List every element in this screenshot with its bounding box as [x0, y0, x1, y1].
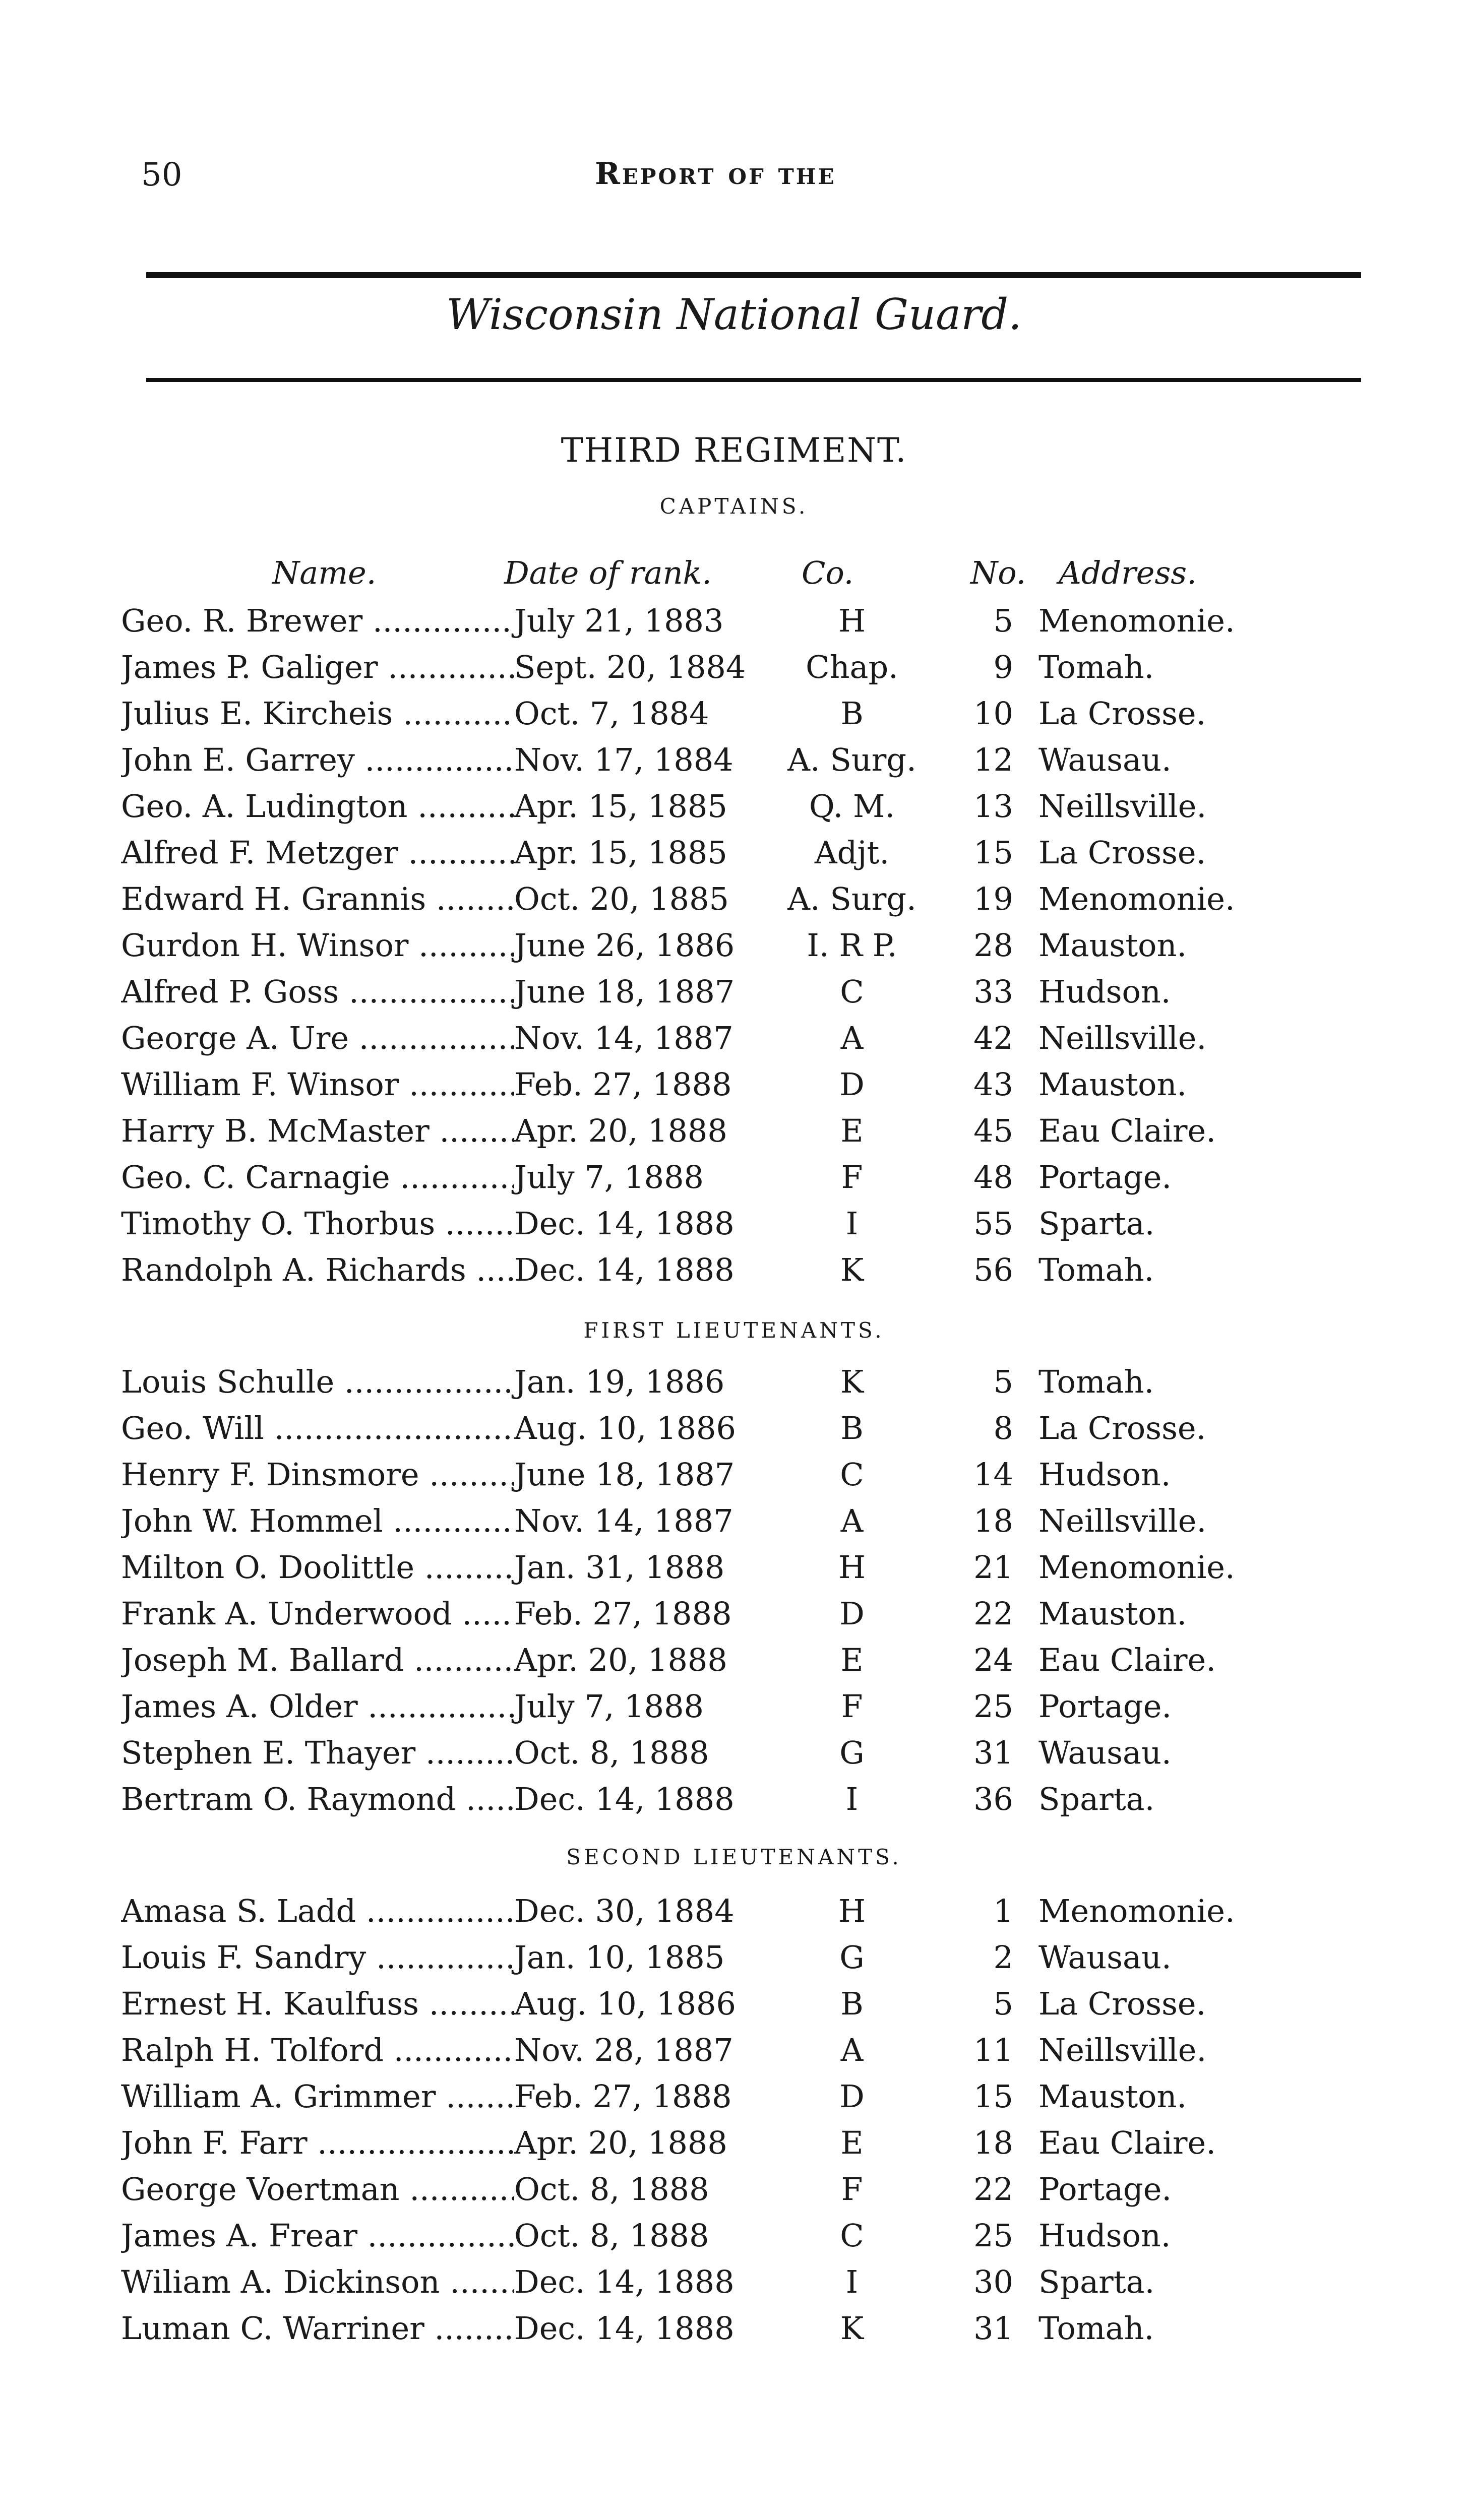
rank-number: 31 [973, 2310, 1013, 2347]
address: Wausau. [1038, 1939, 1172, 1976]
section-heading: SECOND LIEUTENANTS. [566, 1845, 902, 1869]
roster-row [0, 973, 1468, 1020]
officer-name: Geo. R. Brewer ..... [121, 602, 514, 639]
roster-row [0, 1410, 1468, 1456]
rank-number: 28 [973, 927, 1013, 964]
rank-number: 18 [973, 1502, 1013, 1539]
rank-date: Dec. 14, 1888 [514, 2263, 735, 2300]
company: C [840, 973, 864, 1010]
company: I. R P. [807, 927, 897, 964]
address: Hudson. [1038, 1456, 1171, 1493]
roster-row [0, 695, 1468, 741]
officer-name: Bertram O. Raymond ..... [121, 1781, 514, 1817]
company: A. Surg. [787, 741, 916, 778]
company: I [845, 1205, 859, 1242]
address: Hudson. [1038, 2217, 1171, 2254]
rank-number: 5 [993, 1363, 1013, 1400]
company: A [840, 2032, 864, 2068]
company: E [840, 2124, 864, 2161]
rank-date: Apr. 15, 1885 [514, 834, 727, 871]
company: H [838, 1893, 866, 1929]
column-header-name: Name. [272, 554, 377, 591]
company: B [840, 695, 864, 732]
rank-date: Aug. 10, 1886 [514, 1985, 736, 2022]
regiment-heading: THIRD REGIMENT. [561, 431, 907, 470]
rank-number: 19 [973, 880, 1013, 917]
company: C [840, 1456, 864, 1493]
address: Tomah. [1038, 1251, 1154, 1288]
company: F [841, 2171, 863, 2208]
page-number: 50 [141, 156, 182, 194]
column-header-date: Date of rank. [504, 554, 712, 591]
address: Mauston. [1038, 2078, 1187, 2115]
roster-row [0, 1688, 1468, 1734]
officer-name: Ralph H. Tolford ..... [121, 2032, 514, 2068]
roster-row [0, 927, 1468, 973]
rank-date: Nov. 14, 1887 [514, 1502, 733, 1539]
roster-row [0, 2310, 1468, 2356]
company: B [840, 1410, 864, 1446]
officer-name: Louis Schulle ..... [121, 1363, 514, 1400]
officer-name: Stephen E. Thayer ..... [121, 1734, 514, 1771]
address: Menomonie. [1038, 1549, 1235, 1586]
company: C [840, 2217, 864, 2254]
address: Mauston. [1038, 1595, 1187, 1632]
page-subtitle: Wisconsin National Guard. [446, 290, 1022, 339]
rank-number: 55 [973, 1205, 1013, 1242]
address: Neillsville. [1038, 1502, 1207, 1539]
roster-row [0, 1893, 1468, 1939]
rank-date: Oct. 8, 1888 [514, 1734, 709, 1771]
address: Eau Claire. [1038, 1642, 1216, 1678]
roster-row [0, 649, 1468, 695]
roster-row [0, 1251, 1468, 1298]
address: Tomah. [1038, 1363, 1154, 1400]
address: Portage. [1038, 1159, 1172, 1195]
roster-row [0, 1205, 1468, 1251]
company: G [839, 1734, 865, 1771]
company: D [839, 1066, 865, 1103]
officer-name: John E. Garrey ..... [121, 741, 514, 778]
roster-row [0, 1781, 1468, 1827]
address: Wausau. [1038, 1734, 1172, 1771]
company: D [839, 1595, 865, 1632]
rank-date: Nov. 14, 1887 [514, 1020, 733, 1056]
company: F [841, 1688, 863, 1725]
rank-number: 5 [993, 602, 1013, 639]
roster-row [0, 788, 1468, 834]
rank-number: 2 [993, 1939, 1013, 1976]
rank-number: 14 [973, 1456, 1013, 1493]
rank-date: Jan. 10, 1885 [514, 1939, 725, 1976]
officer-name: John W. Hommel ..... [121, 1502, 514, 1539]
officer-name: George A. Ure ..... [121, 1020, 514, 1056]
rank-date: Dec. 14, 1888 [514, 1781, 735, 1817]
column-header-no: No. [970, 554, 1026, 591]
top-rule [146, 272, 1361, 278]
roster-row [0, 2171, 1468, 2217]
roster-row [0, 1456, 1468, 1502]
officer-name: James P. Galiger ..... [121, 649, 514, 685]
officer-name: James A. Older ..... [121, 1688, 514, 1725]
address: Hudson. [1038, 973, 1171, 1010]
rank-number: 15 [973, 2078, 1013, 2115]
officer-name: Frank A. Underwood ..... [121, 1595, 514, 1632]
roster-row [0, 2032, 1468, 2078]
address: Eau Claire. [1038, 2124, 1216, 2161]
company: Chap. [806, 649, 898, 685]
company: Adjt. [814, 834, 890, 871]
officer-name: Harry B. McMaster ..... [121, 1112, 514, 1149]
address: La Crosse. [1038, 1985, 1206, 2022]
company: A [840, 1502, 864, 1539]
roster-row [0, 834, 1468, 880]
address: Neillsville. [1038, 2032, 1207, 2068]
address: Sparta. [1038, 1781, 1155, 1817]
address: Mauston. [1038, 1066, 1187, 1103]
officer-name: Alfred F. Metzger ..... [121, 834, 514, 871]
address: Portage. [1038, 2171, 1172, 2208]
roster-row [0, 1066, 1468, 1112]
rank-date: Oct. 7, 1884 [514, 695, 709, 732]
company: A [840, 1020, 864, 1056]
rank-number: 11 [973, 2032, 1013, 2068]
rank-number: 36 [973, 1781, 1013, 1817]
company: A. Surg. [787, 880, 916, 917]
rank-number: 24 [973, 1642, 1013, 1678]
rank-date: Aug. 10, 1886 [514, 1410, 736, 1446]
roster-row [0, 1020, 1468, 1066]
roster-row [0, 602, 1468, 649]
rank-number: 12 [973, 741, 1013, 778]
running-head: Report of the [595, 156, 836, 192]
column-headers [0, 554, 1468, 595]
rank-date: Nov. 28, 1887 [514, 2032, 733, 2068]
company: D [839, 2078, 865, 2115]
rank-number: 31 [973, 1734, 1013, 1771]
officer-name: Gurdon H. Winsor ..... [121, 927, 514, 964]
rank-number: 10 [973, 695, 1013, 732]
roster-row [0, 2217, 1468, 2263]
rank-date: Apr. 20, 1888 [514, 2124, 727, 2161]
address: La Crosse. [1038, 695, 1206, 732]
rank-date: Feb. 27, 1888 [514, 1066, 732, 1103]
officer-name: Geo. A. Ludington ..... [121, 788, 514, 825]
rank-number: 22 [973, 2171, 1013, 2208]
company: K [840, 1363, 864, 1400]
company: I [845, 2263, 859, 2300]
roster-row [0, 2124, 1468, 2171]
rank-date: Jan. 31, 1888 [514, 1549, 725, 1586]
address: Tomah. [1038, 649, 1154, 685]
rank-date: Dec. 30, 1884 [514, 1893, 735, 1929]
officer-name: James A. Frear ..... [121, 2217, 514, 2254]
rank-date: July 7, 1888 [514, 1688, 704, 1725]
officer-name: Wiliam A. Dickinson ..... [121, 2263, 514, 2300]
rank-number: 25 [973, 2217, 1013, 2254]
rank-number: 30 [973, 2263, 1013, 2300]
roster-row [0, 1985, 1468, 2032]
address: Menomonie. [1038, 1893, 1235, 1929]
rank-date: Oct. 8, 1888 [514, 2171, 709, 2208]
company: E [840, 1642, 864, 1678]
officer-name: Julius E. Kircheis ..... [121, 695, 514, 732]
rank-number: 1 [993, 1893, 1013, 1929]
rank-date: July 7, 1888 [514, 1159, 704, 1195]
bottom-rule [146, 378, 1361, 382]
rank-number: 48 [973, 1159, 1013, 1195]
roster-row [0, 1642, 1468, 1688]
roster-row [0, 1159, 1468, 1205]
rank-date: Oct. 20, 1885 [514, 880, 729, 917]
rank-date: July 21, 1883 [514, 602, 724, 639]
column-header-address: Address. [1059, 554, 1197, 591]
address: Sparta. [1038, 1205, 1155, 1242]
company: G [839, 1939, 865, 1976]
officer-name: Geo. C. Carnagie ..... [121, 1159, 514, 1195]
address: Neillsville. [1038, 788, 1207, 825]
officer-name: Milton O. Doolittle ..... [121, 1549, 514, 1586]
rank-date: Dec. 14, 1888 [514, 2310, 735, 2347]
company: Q. M. [809, 788, 895, 825]
rank-number: 13 [973, 788, 1013, 825]
officer-name: Edward H. Grannis ..... [121, 880, 514, 917]
officer-name: Ernest H. Kaulfuss ..... [121, 1985, 514, 2022]
company: H [838, 1549, 866, 1586]
rank-date: June 18, 1887 [514, 973, 735, 1010]
officer-name: George Voertman ..... [121, 2171, 514, 2208]
rank-number: 43 [973, 1066, 1013, 1103]
rank-number: 9 [993, 649, 1013, 685]
rank-number: 5 [993, 1985, 1013, 2022]
roster-row [0, 1112, 1468, 1159]
roster-row [0, 1939, 1468, 1985]
address: Wausau. [1038, 741, 1172, 778]
roster-row [0, 2263, 1468, 2310]
company: I [845, 1781, 859, 1817]
rank-date: Dec. 14, 1888 [514, 1205, 735, 1242]
officer-name: Alfred P. Goss ..... [121, 973, 514, 1010]
rank-date: Apr. 20, 1888 [514, 1112, 727, 1149]
officer-name: William F. Winsor ..... [121, 1066, 514, 1103]
officer-name: Joseph M. Ballard ..... [121, 1642, 514, 1678]
rank-number: 15 [973, 834, 1013, 871]
address: Portage. [1038, 1688, 1172, 1725]
company: K [840, 2310, 864, 2347]
officer-name: Timothy O. Thorbus ..... [121, 1205, 514, 1242]
section-heading: CAPTAINS. [659, 494, 809, 519]
address: Eau Claire. [1038, 1112, 1216, 1149]
rank-date: June 26, 1886 [514, 927, 735, 964]
rank-number: 8 [993, 1410, 1013, 1446]
address: Neillsville. [1038, 1020, 1207, 1056]
rank-number: 45 [973, 1112, 1013, 1149]
roster-row [0, 1363, 1468, 1410]
roster-row [0, 880, 1468, 927]
rank-date: Apr. 20, 1888 [514, 1642, 727, 1678]
rank-date: Dec. 14, 1888 [514, 1251, 735, 1288]
officer-name: Luman C. Warriner ..... [121, 2310, 514, 2347]
rank-number: 56 [973, 1251, 1013, 1288]
rank-number: 42 [973, 1020, 1013, 1056]
rank-date: Feb. 27, 1888 [514, 1595, 732, 1632]
officer-name: Geo. Will ..... [121, 1410, 514, 1446]
officer-name: Amasa S. Ladd ..... [121, 1893, 514, 1929]
rank-date: Oct. 8, 1888 [514, 2217, 709, 2254]
company: B [840, 1985, 864, 2022]
officer-name: John F. Farr ..... [121, 2124, 514, 2161]
rank-date: Jan. 19, 1886 [514, 1363, 725, 1400]
roster-row [0, 2078, 1468, 2124]
roster-row [0, 1595, 1468, 1642]
officer-name: Louis F. Sandry ..... [121, 1939, 514, 1976]
officer-name: Henry F. Dinsmore ..... [121, 1456, 514, 1493]
company: H [838, 602, 866, 639]
rank-date: Sept. 20, 1884 [514, 649, 746, 685]
roster-row [0, 1502, 1468, 1549]
officer-name: Randolph A. Richards ..... [121, 1251, 514, 1288]
rank-number: 25 [973, 1688, 1013, 1725]
rank-date: June 18, 1887 [514, 1456, 735, 1493]
address: Sparta. [1038, 2263, 1155, 2300]
address: Tomah. [1038, 2310, 1154, 2347]
address: La Crosse. [1038, 1410, 1206, 1446]
officer-name: William A. Grimmer ..... [121, 2078, 514, 2115]
roster-row [0, 1549, 1468, 1595]
rank-number: 33 [973, 973, 1013, 1010]
address: Menomonie. [1038, 602, 1235, 639]
rank-date: Nov. 17, 1884 [514, 741, 733, 778]
section-heading: FIRST LIEUTENANTS. [583, 1318, 885, 1343]
roster-row [0, 1734, 1468, 1781]
column-header-co: Co. [802, 554, 854, 591]
address: La Crosse. [1038, 834, 1206, 871]
rank-number: 18 [973, 2124, 1013, 2161]
company: E [840, 1112, 864, 1149]
rank-date: Feb. 27, 1888 [514, 2078, 732, 2115]
rank-number: 22 [973, 1595, 1013, 1632]
company: F [841, 1159, 863, 1195]
address: Menomonie. [1038, 880, 1235, 917]
roster-row [0, 741, 1468, 788]
company: K [840, 1251, 864, 1288]
rank-number: 21 [973, 1549, 1013, 1586]
rank-date: Apr. 15, 1885 [514, 788, 727, 825]
address: Mauston. [1038, 927, 1187, 964]
